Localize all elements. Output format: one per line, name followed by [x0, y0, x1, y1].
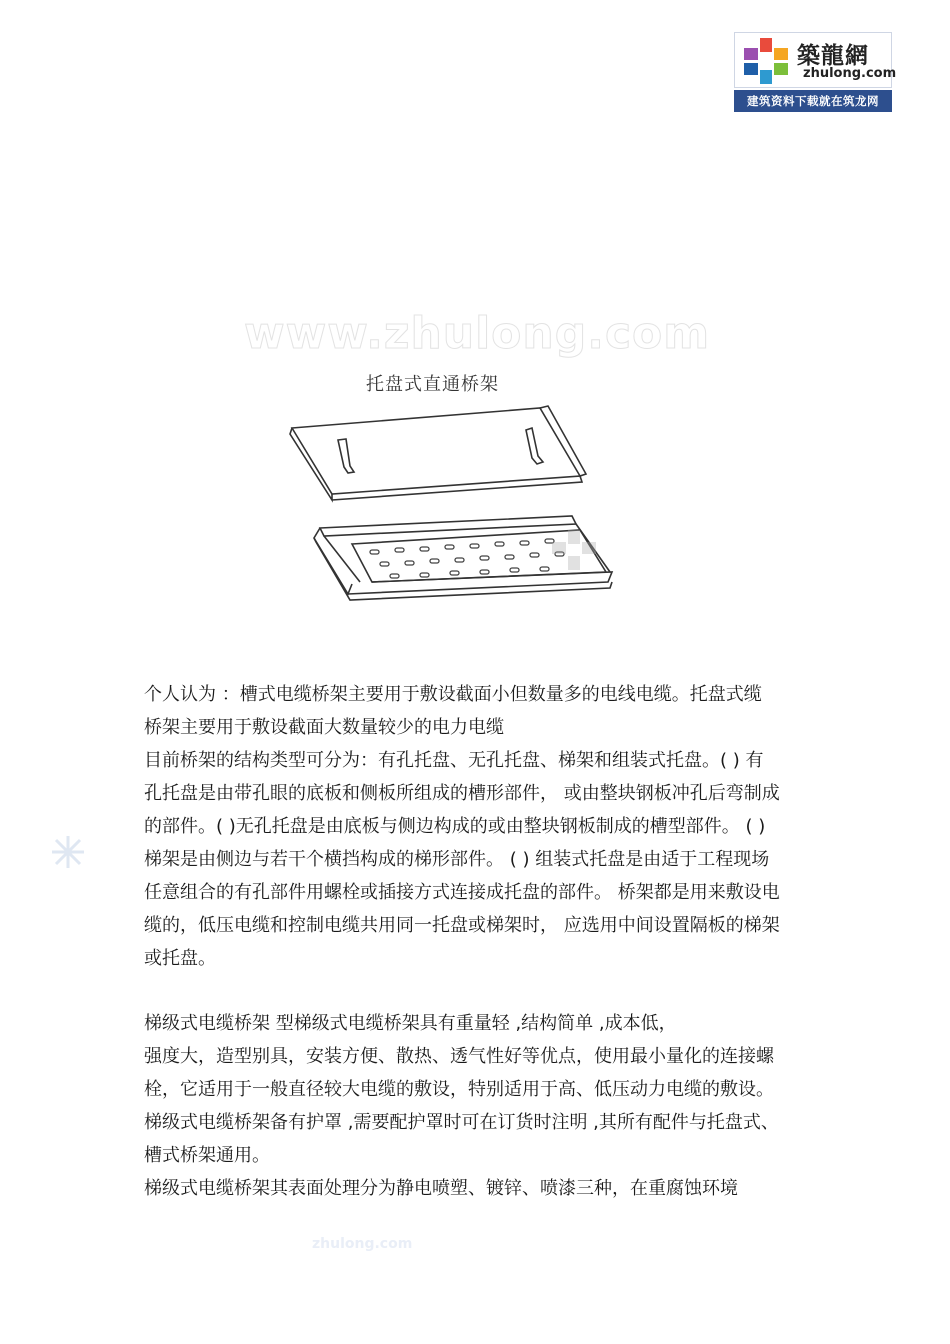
logo-flower-icon	[738, 36, 794, 86]
text-line: 目前桥架的结构类型可分为：有孔托盘、无孔托盘、梯架和组装式托盘。( ) 有	[144, 750, 764, 771]
text-line: 梯级式电缆桥架其表面处理分为静电喷塑、镀锌、喷漆三种，在重腐蚀环境	[144, 1178, 738, 1199]
footer-watermark: zhulong.com	[312, 1236, 413, 1252]
text-line: 栓，它适用于一般直径较大电缆的敷设，特别适用于高、低压动力电缆的敷设。	[144, 1079, 774, 1100]
text-line: 梯级式电缆桥架 型梯级式电缆桥架具有重量轻 ,结构简单 ,成本低，	[144, 1013, 677, 1034]
zhulong-logo	[734, 32, 897, 112]
text-line: 缆的，低压电缆和控制电缆共用同一托盘或梯架时， 应选用中间设置隔板的梯架	[144, 915, 780, 936]
text-line: 强度大，造型别具，安装方便、散热、透气性好等优点，使用最小量化的连接螺	[144, 1046, 774, 1067]
logo-name: 築龍網	[797, 42, 869, 69]
paragraph-ladder-tray	[144, 1007, 824, 1205]
site-watermark: www.zhulong.com	[244, 308, 711, 359]
text-line: 槽式桥架通用。	[144, 1145, 270, 1166]
text-line: 桥架主要用于敷设截面大数量较少的电力电缆	[144, 717, 504, 738]
tray-holes-drawing	[370, 539, 564, 578]
figure-caption: 托盘式直通桥架	[366, 374, 499, 395]
text-line: 梯架是由侧边与若干个横挡构成的梯形部件。 ( ) 组装式托盘是由适于工程现场	[144, 849, 770, 870]
paragraph-tray-types	[144, 744, 824, 975]
text-line: 或托盘。	[144, 948, 216, 969]
text-line: 的部件。( )无孔托盘是由底板与侧边构成的或由整块钢板制成的槽型部件。 ( )	[144, 816, 766, 837]
logo-domain: zhulong.com	[803, 66, 897, 81]
paragraph-personal-view	[144, 678, 824, 744]
text-line: 梯级式电缆桥架备有护罩 ,需要配护罩时可在订货时注明 ,其所有配件与托盘式、	[144, 1112, 779, 1133]
logo-panel	[734, 32, 897, 88]
text-line: 个人认为 ：槽式电缆桥架主要用于敷设截面小但数量多的电线电缆。托盘式缆	[144, 684, 762, 705]
faint-logo-watermark-icon	[552, 530, 596, 570]
snowflake-watermark-icon	[48, 832, 88, 872]
text-line: 任意组合的有孔部件用螺栓或插接方式连接成托盘的部件。 桥架都是用来敷设电	[144, 882, 780, 903]
text-line: 孔托盘是由带孔眼的底板和侧板所组成的槽形部件， 或由整块钢板冲孔后弯制成	[144, 783, 780, 804]
tray-cover-drawing	[290, 406, 586, 500]
logo-tagline: 建筑资料下载就在筑龙网	[734, 90, 892, 112]
cable-tray-figure	[280, 368, 640, 618]
cable-tray-drawing	[280, 368, 640, 618]
